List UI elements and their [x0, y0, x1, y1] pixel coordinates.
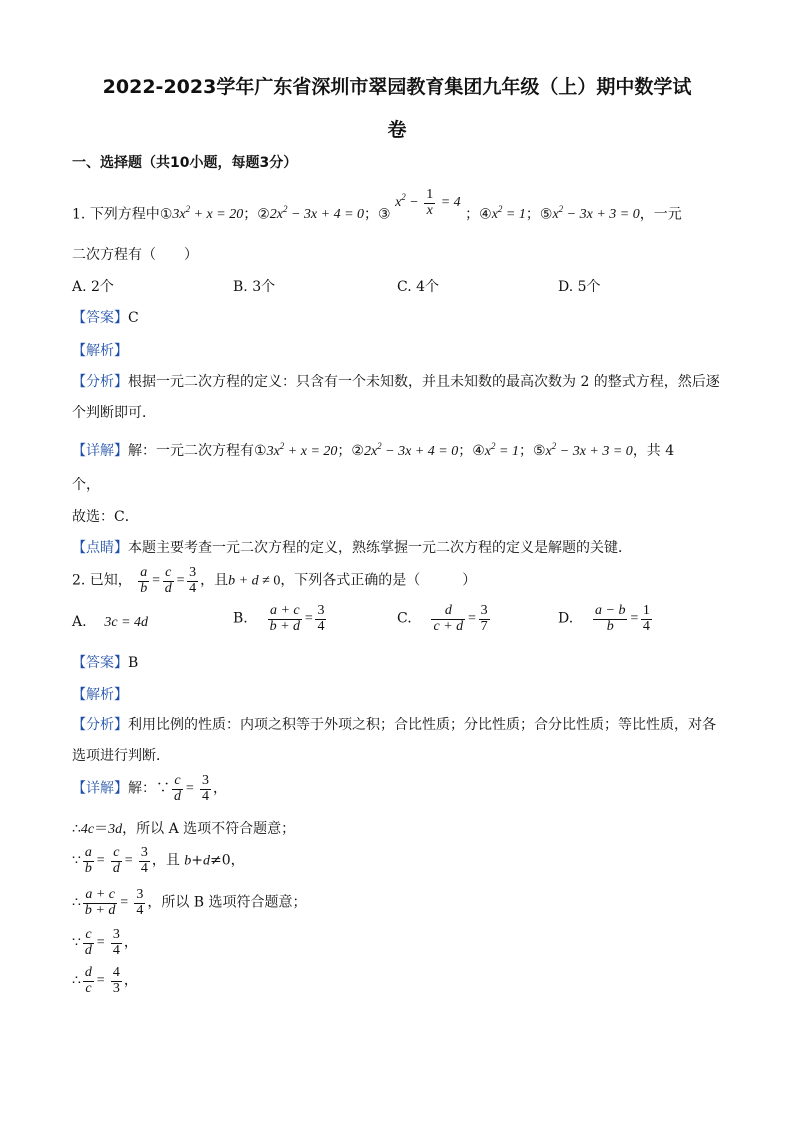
sep: ； [243, 206, 258, 223]
circled-5: ⑤ [539, 207, 553, 223]
answer-tag: 【答案】 [72, 310, 128, 326]
q1-tail: ，一元 [639, 206, 682, 223]
q2-step-5: ∴ $\frac{d}{c}$ = $\frac{4}{3}$ ， [72, 965, 138, 996]
q1-option-c: C. 4个 [397, 279, 440, 295]
q1-option-a: A. 2个 [72, 279, 114, 295]
equation-4: $x^2 = 1$ [491, 204, 526, 223]
q2-analysis-tag: 【解析】 [72, 687, 128, 703]
q1-option-d: D. 5个 [558, 279, 601, 295]
doc-title-line1: 2022-2023学年广东省深圳市翠园教育集团九年级（上）期中数学试 [102, 76, 692, 98]
q1-detail-line1: 【详解】解：一元二次方程有$①3x^2 + x = 20$；$②2x^2 - 3x + 4 = 0$；$④x^2 = 1$；$⑤x^2 - 3x + 3 = 0$，共 4 [72, 441, 675, 459]
circled-3: ③ [378, 207, 391, 223]
q2-step-4: ∵ $\frac{c}{d}$ = $\frac{3}{4}$ ， [72, 927, 138, 958]
q1-lead: 下列方程中 [89, 206, 160, 223]
q1-number: 1. [72, 206, 86, 223]
q2-fenxi-line2: 选项进行判断． [72, 748, 170, 764]
q1-option-b: B. 3个 [233, 279, 276, 295]
sep: ； [525, 206, 540, 223]
q1-choose: 故选：C． [72, 509, 139, 525]
q1-answer: 【答案】C [72, 310, 139, 326]
q2-fenxi-line1: 【分析】利用比例的性质：内项之积等于外项之积；合比性质；分比性质；合分比性质；等比性质，对各 [72, 717, 716, 733]
q2-step-3: ∴ $\frac{a + c}{b + d}$ = $\frac{3}{4}$ ，所以 B 选项符合题意； [72, 887, 307, 918]
q2-option-c: C. $\frac{d}{c + d}$ = $\frac{3}{7}$ [397, 603, 488, 634]
q1-stem-line2: 二次方程有（ ） [72, 247, 198, 263]
q2-option-b: B. $\frac{a + c}{b + d}$ = $\frac{3}{4}$ [233, 603, 325, 634]
circled-2: ② [257, 207, 270, 223]
q1-detail-line2: 个， [72, 477, 100, 493]
q2-option-d: D. $\frac{a - b}{b}$ = $\frac{1}{4}$ [558, 603, 650, 634]
q2-stem: 2. 已知， $\frac{a}{b}$ = $\frac{c}{d}$ = $\frac{3}{4}$ ，且b + d ≠ 0，下列各式正确的是（ ） [72, 565, 477, 596]
q2-step-2: ∵ $\frac{a}{b}$ = $\frac{c}{d}$ = $\frac{3}{4}$ ，且 b+d≠0， [72, 845, 245, 876]
sep: ； [465, 206, 480, 223]
q1-fenxi-line2: 个判断即可． [72, 405, 156, 421]
q2-option-a: A. 3c = 4d [72, 614, 149, 630]
doc-title-line2: 卷 [387, 119, 407, 141]
q1-comment: 【点睛】本题主要考查一元二次方程的定义，熟练掌握一元二次方程的定义是解题的关键． [72, 540, 632, 556]
circled-4: ④ [479, 207, 492, 223]
equation-5: $x^2 - 3x + 3 = 0$ [552, 204, 640, 223]
q2-step-1: ∴4c＝3d，所以 A 选项不符合题意； [72, 821, 296, 837]
q2-answer: 【答案】B [72, 655, 139, 671]
equation-3: $x^2$ − $\frac{1}{x}$ = 4 [395, 187, 461, 218]
q1-analysis-tag: 【解析】 [72, 343, 128, 359]
section-heading: 一、选择题（共10小题，每题3分） [72, 155, 298, 171]
q1-stem-line1 [72, 187, 682, 230]
equation-1: $3x^2 + x = 20$ [172, 204, 244, 223]
equation-2: $2x^2 - 3x + 4 = 0$ [269, 204, 365, 223]
circled-1: ① [159, 207, 173, 223]
q1-fenxi-line1: 【分析】根据一元二次方程的定义：只含有一个未知数，并且未知数的最高次数为 2 的整式方程，然后逐 [72, 374, 720, 390]
sep: ； [364, 206, 379, 223]
q2-detail-line1: 【详解】解：∵ $\frac{c}{d}$ = $\frac{3}{4}$ ， [72, 773, 227, 804]
